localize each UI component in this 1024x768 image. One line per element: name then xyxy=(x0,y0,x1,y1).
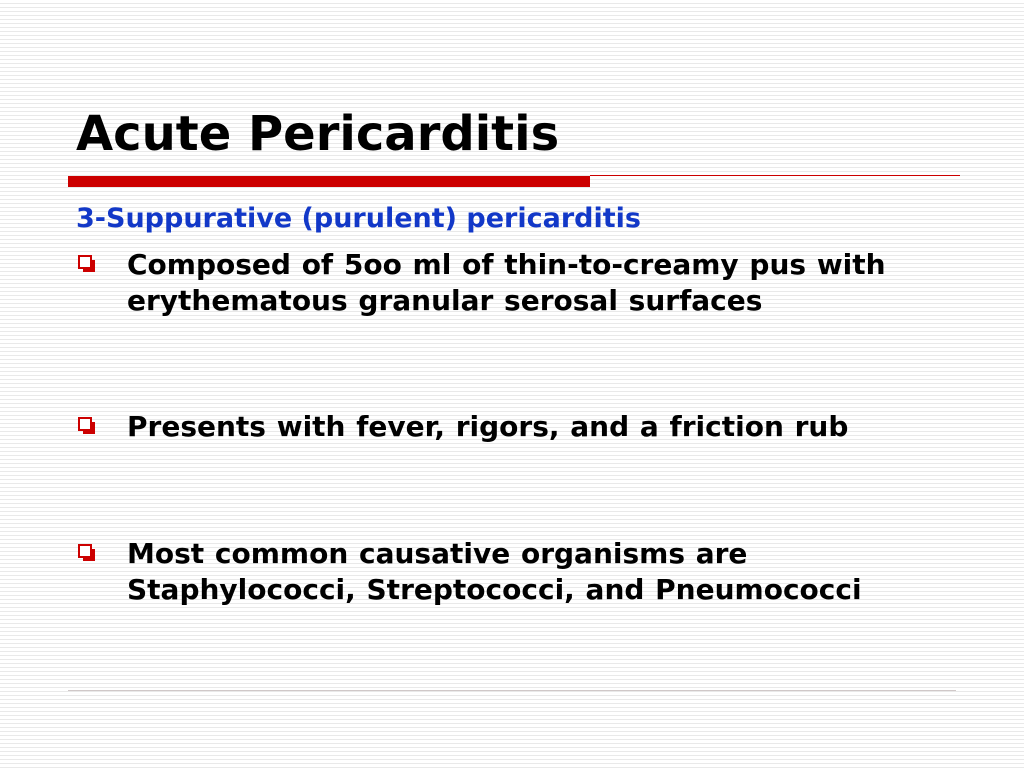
bullet-text: Most common causative organisms are Staphylococci, Streptococci, and Pneumococci xyxy=(127,537,862,606)
title-underline-thin xyxy=(590,175,960,176)
slide-title: Acute Pericarditis xyxy=(76,106,560,162)
bullet-text: Composed of 5oo ml of thin-to-creamy pus with erythematous granular serosal surfaces xyxy=(127,248,886,317)
slide-subtitle: 3-Suppurative (purulent) pericarditis xyxy=(76,203,641,234)
title-underline-thick xyxy=(68,176,590,187)
hollow-square-bullet-icon xyxy=(78,417,92,431)
bullet-text: Presents with fever, rigors, and a friction rub xyxy=(127,410,849,443)
footer-divider xyxy=(68,690,956,691)
hollow-square-bullet-icon xyxy=(78,255,92,269)
hollow-square-bullet-icon xyxy=(78,544,92,558)
